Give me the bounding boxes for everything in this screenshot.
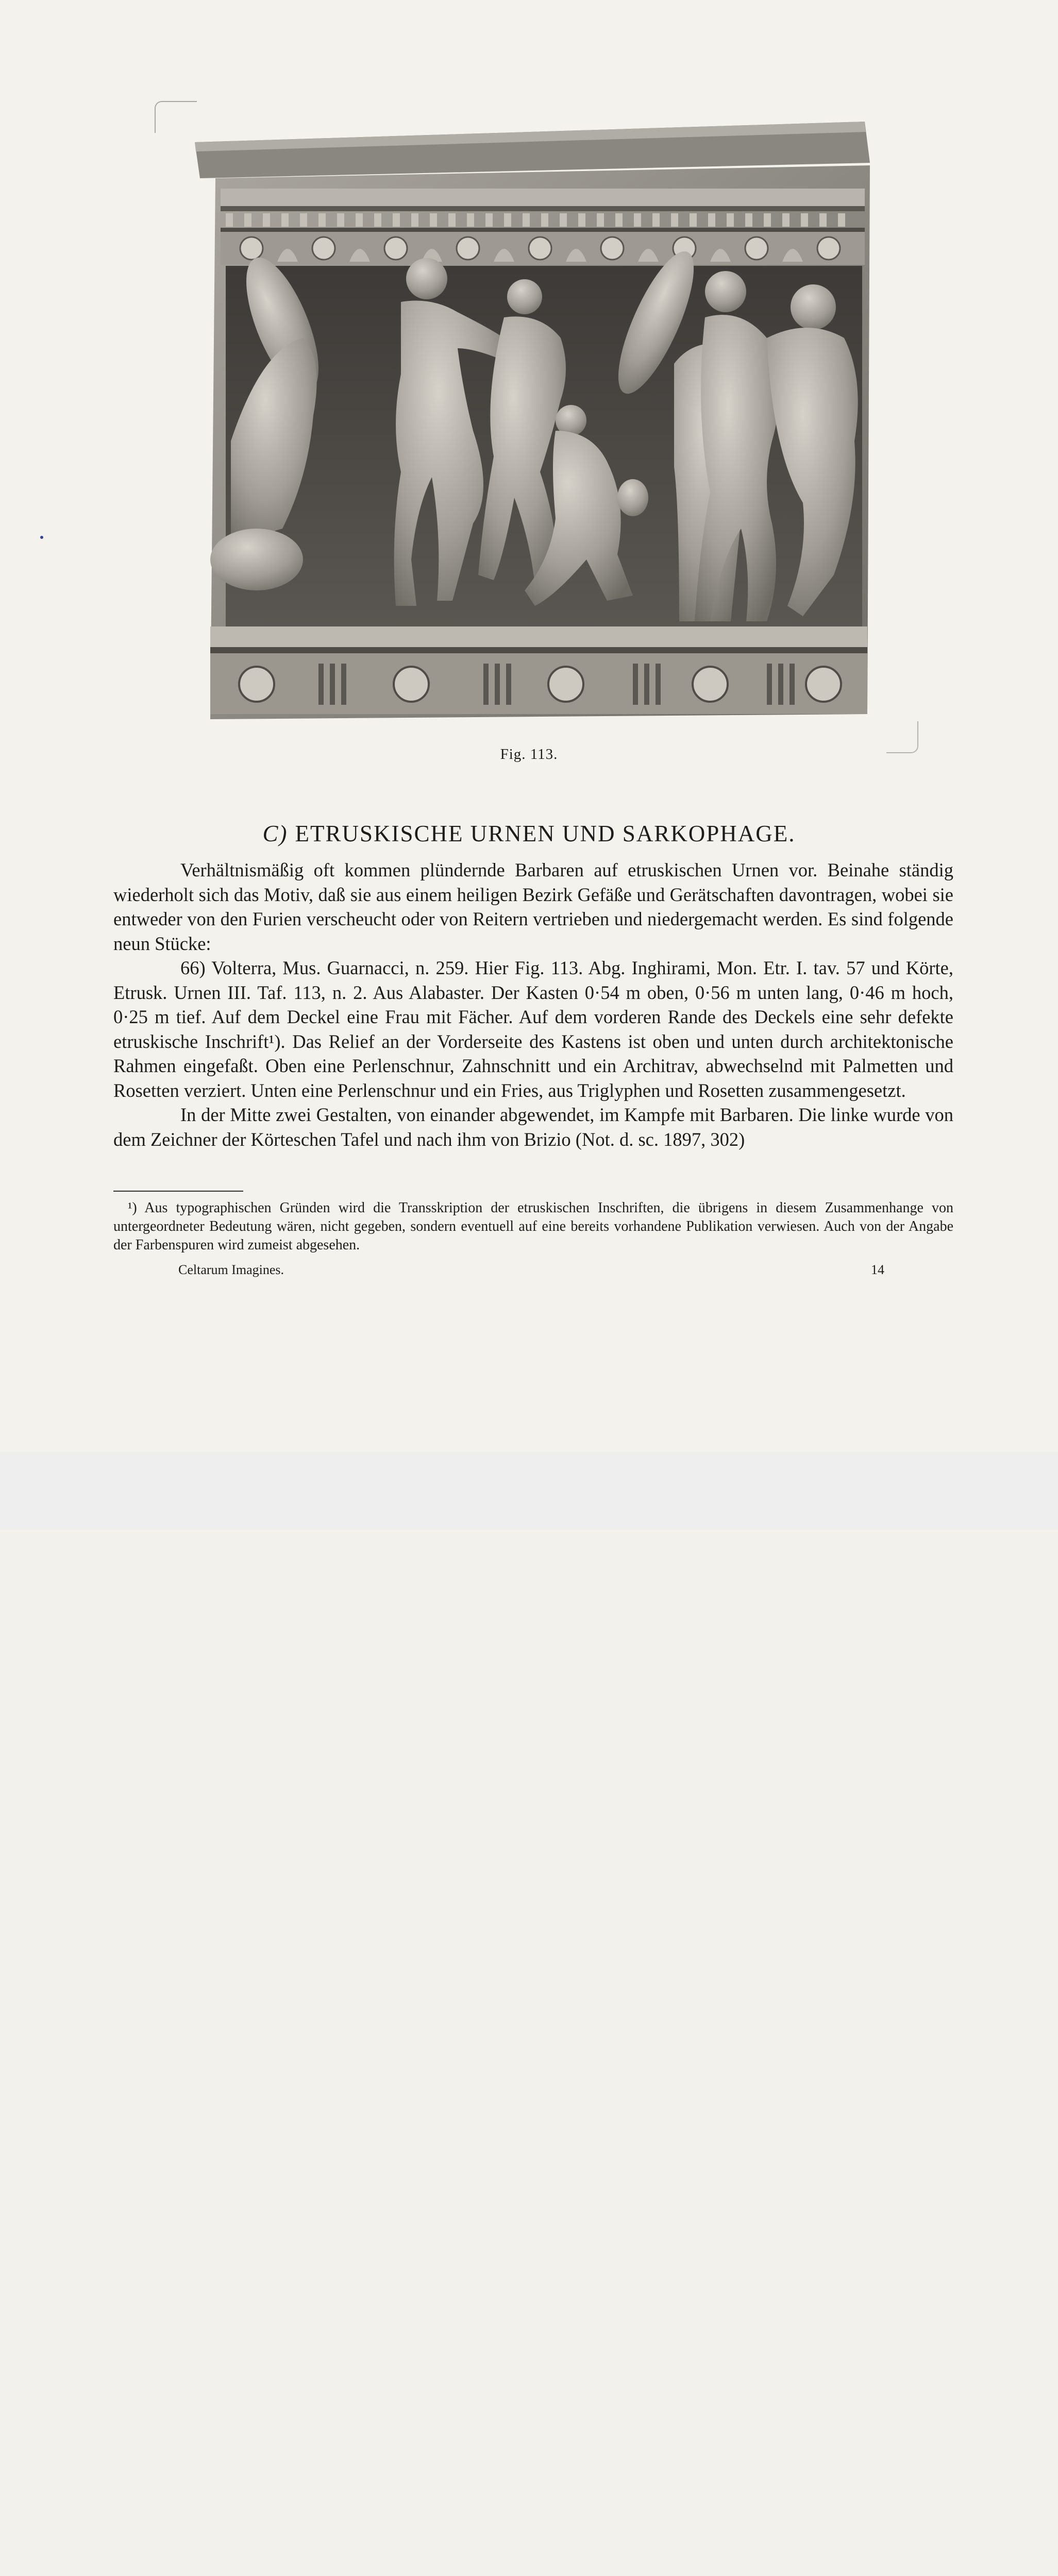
section-marker: C) xyxy=(262,821,288,846)
figure-caption: Fig. 113. xyxy=(500,746,558,762)
body-text xyxy=(113,858,953,1151)
scan-corner-mark xyxy=(155,101,197,133)
scan-speck xyxy=(40,536,43,539)
paragraph: 66) Volterra, Mus. Guarnacci, n. 259. Hier Fig. 113. Abg. Inghirami, Mon. Etr. I. tav. 57 und Körte, Etrusk. Urnen III. Taf. 113, n. 2. Aus Alabaster. Der Kasten 0·54 m oben, 0·56 m unten lang, 0·46 m hoch, 0·25 m tief. Auf dem Deckel eine Frau mit Fächer. Auf dem vorderen Rande des Deckels eine sehr defekte etruskische Inschrift¹). Das Relief an der Vorderseite des Kastens ist oben und unten durch architektonische Rahmen eingefaßt. Oben eine Perlenschnur, Zahnschnitt und ein Architrav, abwechselnd mit Palmetten und Rosetten verziert. Unten eine Perlenschnur und ein Fries, aus Triglyphen und Rosetten zusammengesetzt. xyxy=(113,957,953,1101)
footnote xyxy=(113,1199,953,1255)
viewer-footer xyxy=(0,1452,1058,1530)
footnote-rule xyxy=(113,1191,243,1192)
paragraph: Verhältnismäßig oft kommen plündernde Barbaren auf etruskischen Urnen vor. Beinahe ständig wiederholt sich das Motiv, daß sie aus einem heiligen Bezirk Gefäße und Gerätschaften davontragen, wobei sie entweder von den Furien verscheucht oder von Reitern vertrieben und niedergemacht werden. Es sind folgende neun Stücke: xyxy=(113,859,953,954)
sheet-signature: 14 xyxy=(871,1262,884,1277)
section-title: ETRUSKISCHE URNEN UND SARKOPHAGE. xyxy=(295,821,796,846)
section-heading xyxy=(0,820,1058,847)
running-title: Celtarum Imagines. xyxy=(178,1262,284,1277)
paragraph: In der Mitte zwei Gestalten, von einander abgewendet, im Kampfe mit Barbaren. Die linke wurde von dem Zeichner der Körteschen Tafel und nach ihm von Brizio (Not. d. sc. 1897, 302) xyxy=(113,1104,953,1150)
page-foot xyxy=(178,1262,884,1278)
relief-photograph xyxy=(195,122,870,726)
footnote-text: ¹) Aus typographischen Gründen wird die Transskription der etruskischen Inschriften, die übrigens in diesem Zusammenhange von untergeordneter Bedeutung wären, nicht gegeben, sondern eventuell auf eine bereits vorhandene Publikation verwiesen. Auch von der Angabe der Farbenspuren wird zumeist abgesehen. xyxy=(113,1200,953,1253)
